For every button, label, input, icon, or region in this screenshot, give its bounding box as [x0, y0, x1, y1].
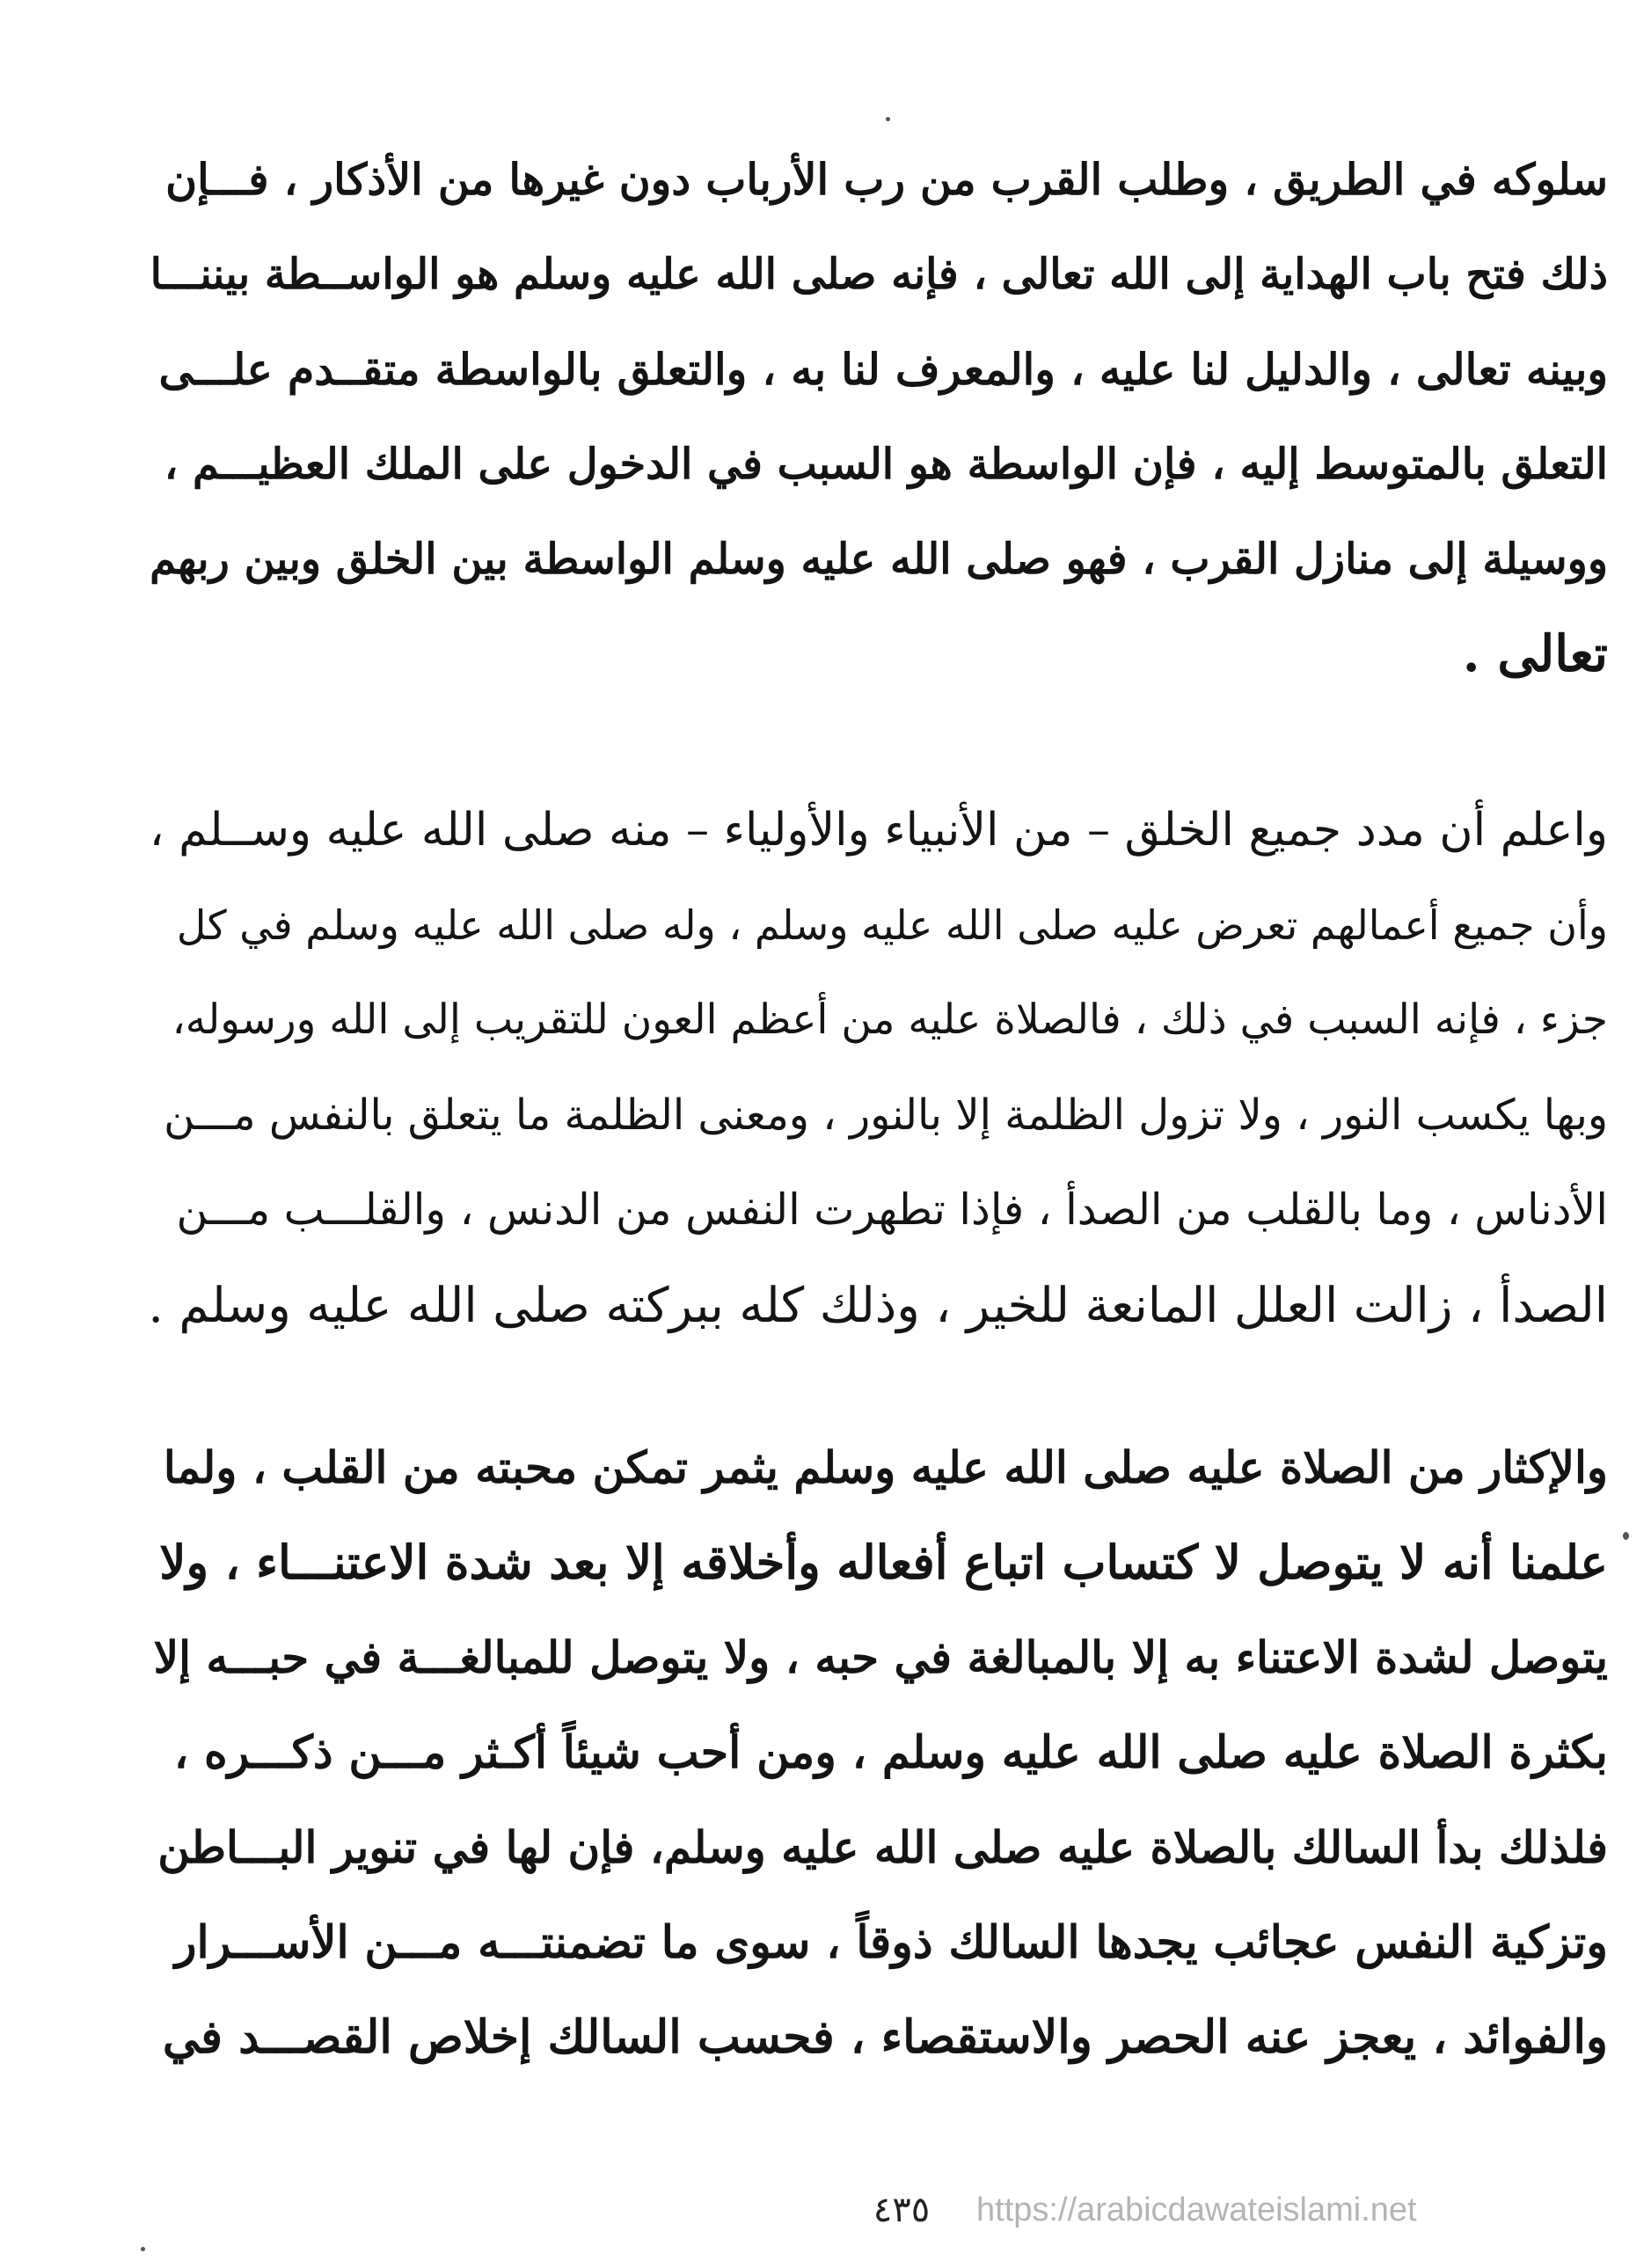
- scan-speck: [886, 117, 890, 121]
- scan-speck: [141, 2247, 145, 2251]
- text-line: ذلك فتح باب الهداية إلى الله تعالى ، فإنه صلى الله عليه وسلم هو الواســطة بيننـــا: [150, 250, 1608, 299]
- watermark-url: https://arabicdawateislami.net: [976, 2191, 1417, 2228]
- text-line: يتوصل لشدة الاعتناء به إلا بالمبالغة في حبه ، ولا يتوصل للمبالغـــة في حبـــه إلا: [153, 1631, 1608, 1683]
- text-line: بكثرة الصلاة عليه صلى الله عليه وسلم ، ومن أحب شيئاً أكـثر مـــن ذكـــره ،: [173, 1726, 1608, 1779]
- paragraph-3: [148, 1420, 1608, 2085]
- text-line: الأدناس ، وما بالقلب من الصدأ ، فإذا تطهرت النفس من الدنس ، والقلـــب مـــن: [176, 1185, 1608, 1235]
- text-line: وبينه تعالى ، والدليل لنا عليه ، والمعرف لنا به ، والتعلق بالواسطة متقــدم علـــى: [158, 344, 1608, 395]
- text-line: سلوكه في الطريق ، وطلب القرب من رب الأرباب دون غيرها من الأذكار ، فـــإن: [165, 154, 1608, 205]
- text-line: تعالى .: [1462, 624, 1608, 683]
- text-line: جزء ، فإنه السبب في ذلك ، فالصلاة عليه من أعظم العون للتقريب إلى الله ورسوله،: [172, 995, 1608, 1044]
- page-number: ٤٣٥: [873, 2190, 931, 2230]
- text-line: علمنا أنه لا يتوصل لا كتساب اتباع أفعاله وأخلاقه إلا بعد شدة الاعتنـــاء ، ولا: [159, 1535, 1608, 1590]
- text-line: فلذلك بدأ السالك بالصلاة عليه صلى الله عليه وسلم، فإن لها في تنوير البـــاطن: [157, 1821, 1608, 1873]
- scan-speck: [1623, 1532, 1629, 1540]
- text-line: والفوائد ، يعجز عنه الحصر والاستقصاء ، فحسب السالك إخلاص القصـــد في: [162, 2010, 1608, 2064]
- paragraph-2: [148, 783, 1608, 1353]
- paragraph-1: [148, 132, 1608, 702]
- text-line: وبها يكسب النور ، ولا تزول الظلمة إلا بالنور ، ومعنى الظلمة ما يتعلق بالنفس مـــن: [164, 1090, 1608, 1140]
- text-line: والإكثار من الصلاة عليه صلى الله عليه وسلم يثمر تمكن محبته من القلب ، ولما: [163, 1441, 1608, 1493]
- text-line: وأن جميع أعمالهم تعرض عليه صلى الله عليه وسلم ، وله صلى الله عليه وسلم في كل: [176, 901, 1608, 949]
- text-line: التعلق بالمتوسط إليه ، فإن الواسطة هو السبب في الدخول على الملك العظيـــم ،: [164, 440, 1608, 489]
- text-line: وتزكية النفس عجائب يجدها السالك ذوقاً ، سوى ما تضمنتـــه مـــن الأســـرار: [174, 1916, 1608, 1969]
- text-line: واعلم أن مدد جميع الخلق – من الأنبياء والأولياء – منه صلى الله عليه وســلم ،: [149, 804, 1608, 857]
- text-line: الصدأ ، زالت العلل المانعة للخير ، وذلك كله ببركته صلى الله عليه وسلم .: [148, 1277, 1608, 1333]
- text-line: ووسيلة إلى منازل القرب ، فهو صلى الله عليه وسلم الواسطة بين الخلق وبين ربهم: [150, 535, 1608, 584]
